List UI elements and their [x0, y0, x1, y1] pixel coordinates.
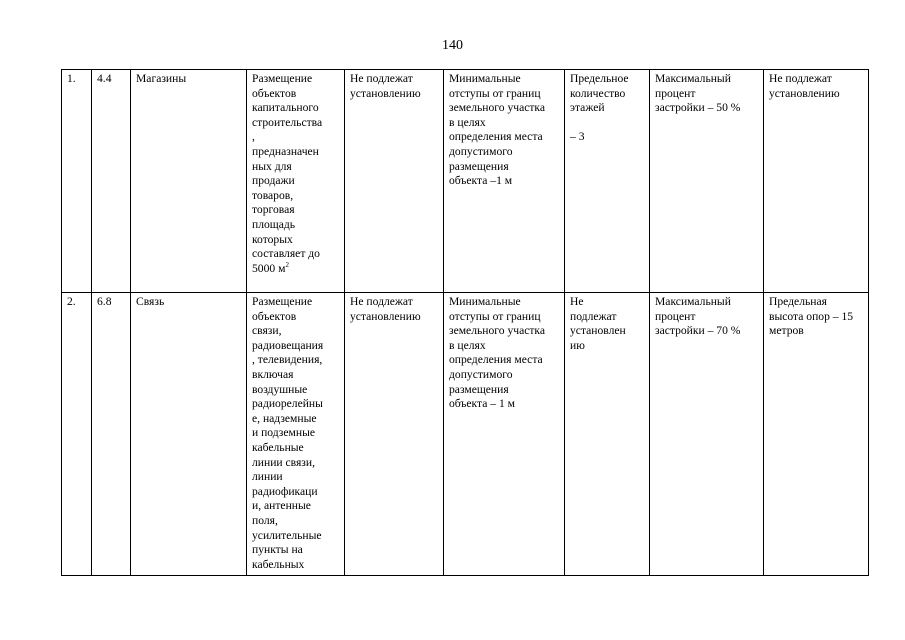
table-row [62, 293, 869, 576]
other-limits: Не подлежат установлению [764, 70, 869, 293]
lot-size-limits: Не подлежат установлению [345, 70, 444, 293]
description-text: Размещение объектов капитального строительства , предназначен ных для продажи товаров, торговая площадь которых составляет до 5000 м [252, 72, 323, 275]
row-number: 2. [62, 293, 92, 576]
row-number: 1. [62, 70, 92, 293]
page-number: 140 [442, 38, 463, 53]
setback-limits: Минимальные отступы от границ земельного участка в целях определения места допустимого размещения объекта –1 м [444, 70, 565, 293]
zoning-regulations-table [61, 69, 869, 576]
other-limits: Предельная высота опор – 15 метров [764, 293, 869, 576]
coverage-limits: Максимальный процент застройки – 50 % [650, 70, 764, 293]
setback-limits: Минимальные отступы от границ земельного участка в целях определения места допустимого размещения объекта – 1 м [444, 293, 565, 576]
use-code: 4.4 [92, 70, 131, 293]
use-code: 6.8 [92, 293, 131, 576]
coverage-limits: Максимальный процент застройки – 70 % [650, 293, 764, 576]
use-name: Магазины [131, 70, 247, 293]
use-description [247, 70, 345, 293]
floor-limits: Предельное количество этажей – 3 [565, 70, 650, 293]
use-name: Связь [131, 293, 247, 576]
floor-limits: Не подлежат установлен ию [565, 293, 650, 576]
superscript: 2 [285, 260, 289, 269]
table-row [62, 70, 869, 293]
use-description: Размещение объектов связи, радиовещания , телевидения, включая воздушные радиорелейны е, надземные и подземные кабельные линии связи, линии радиофикаци и, антенные поля, усилительные пункты на кабельных [247, 293, 345, 576]
lot-size-limits: Не подлежат установлению [345, 293, 444, 576]
